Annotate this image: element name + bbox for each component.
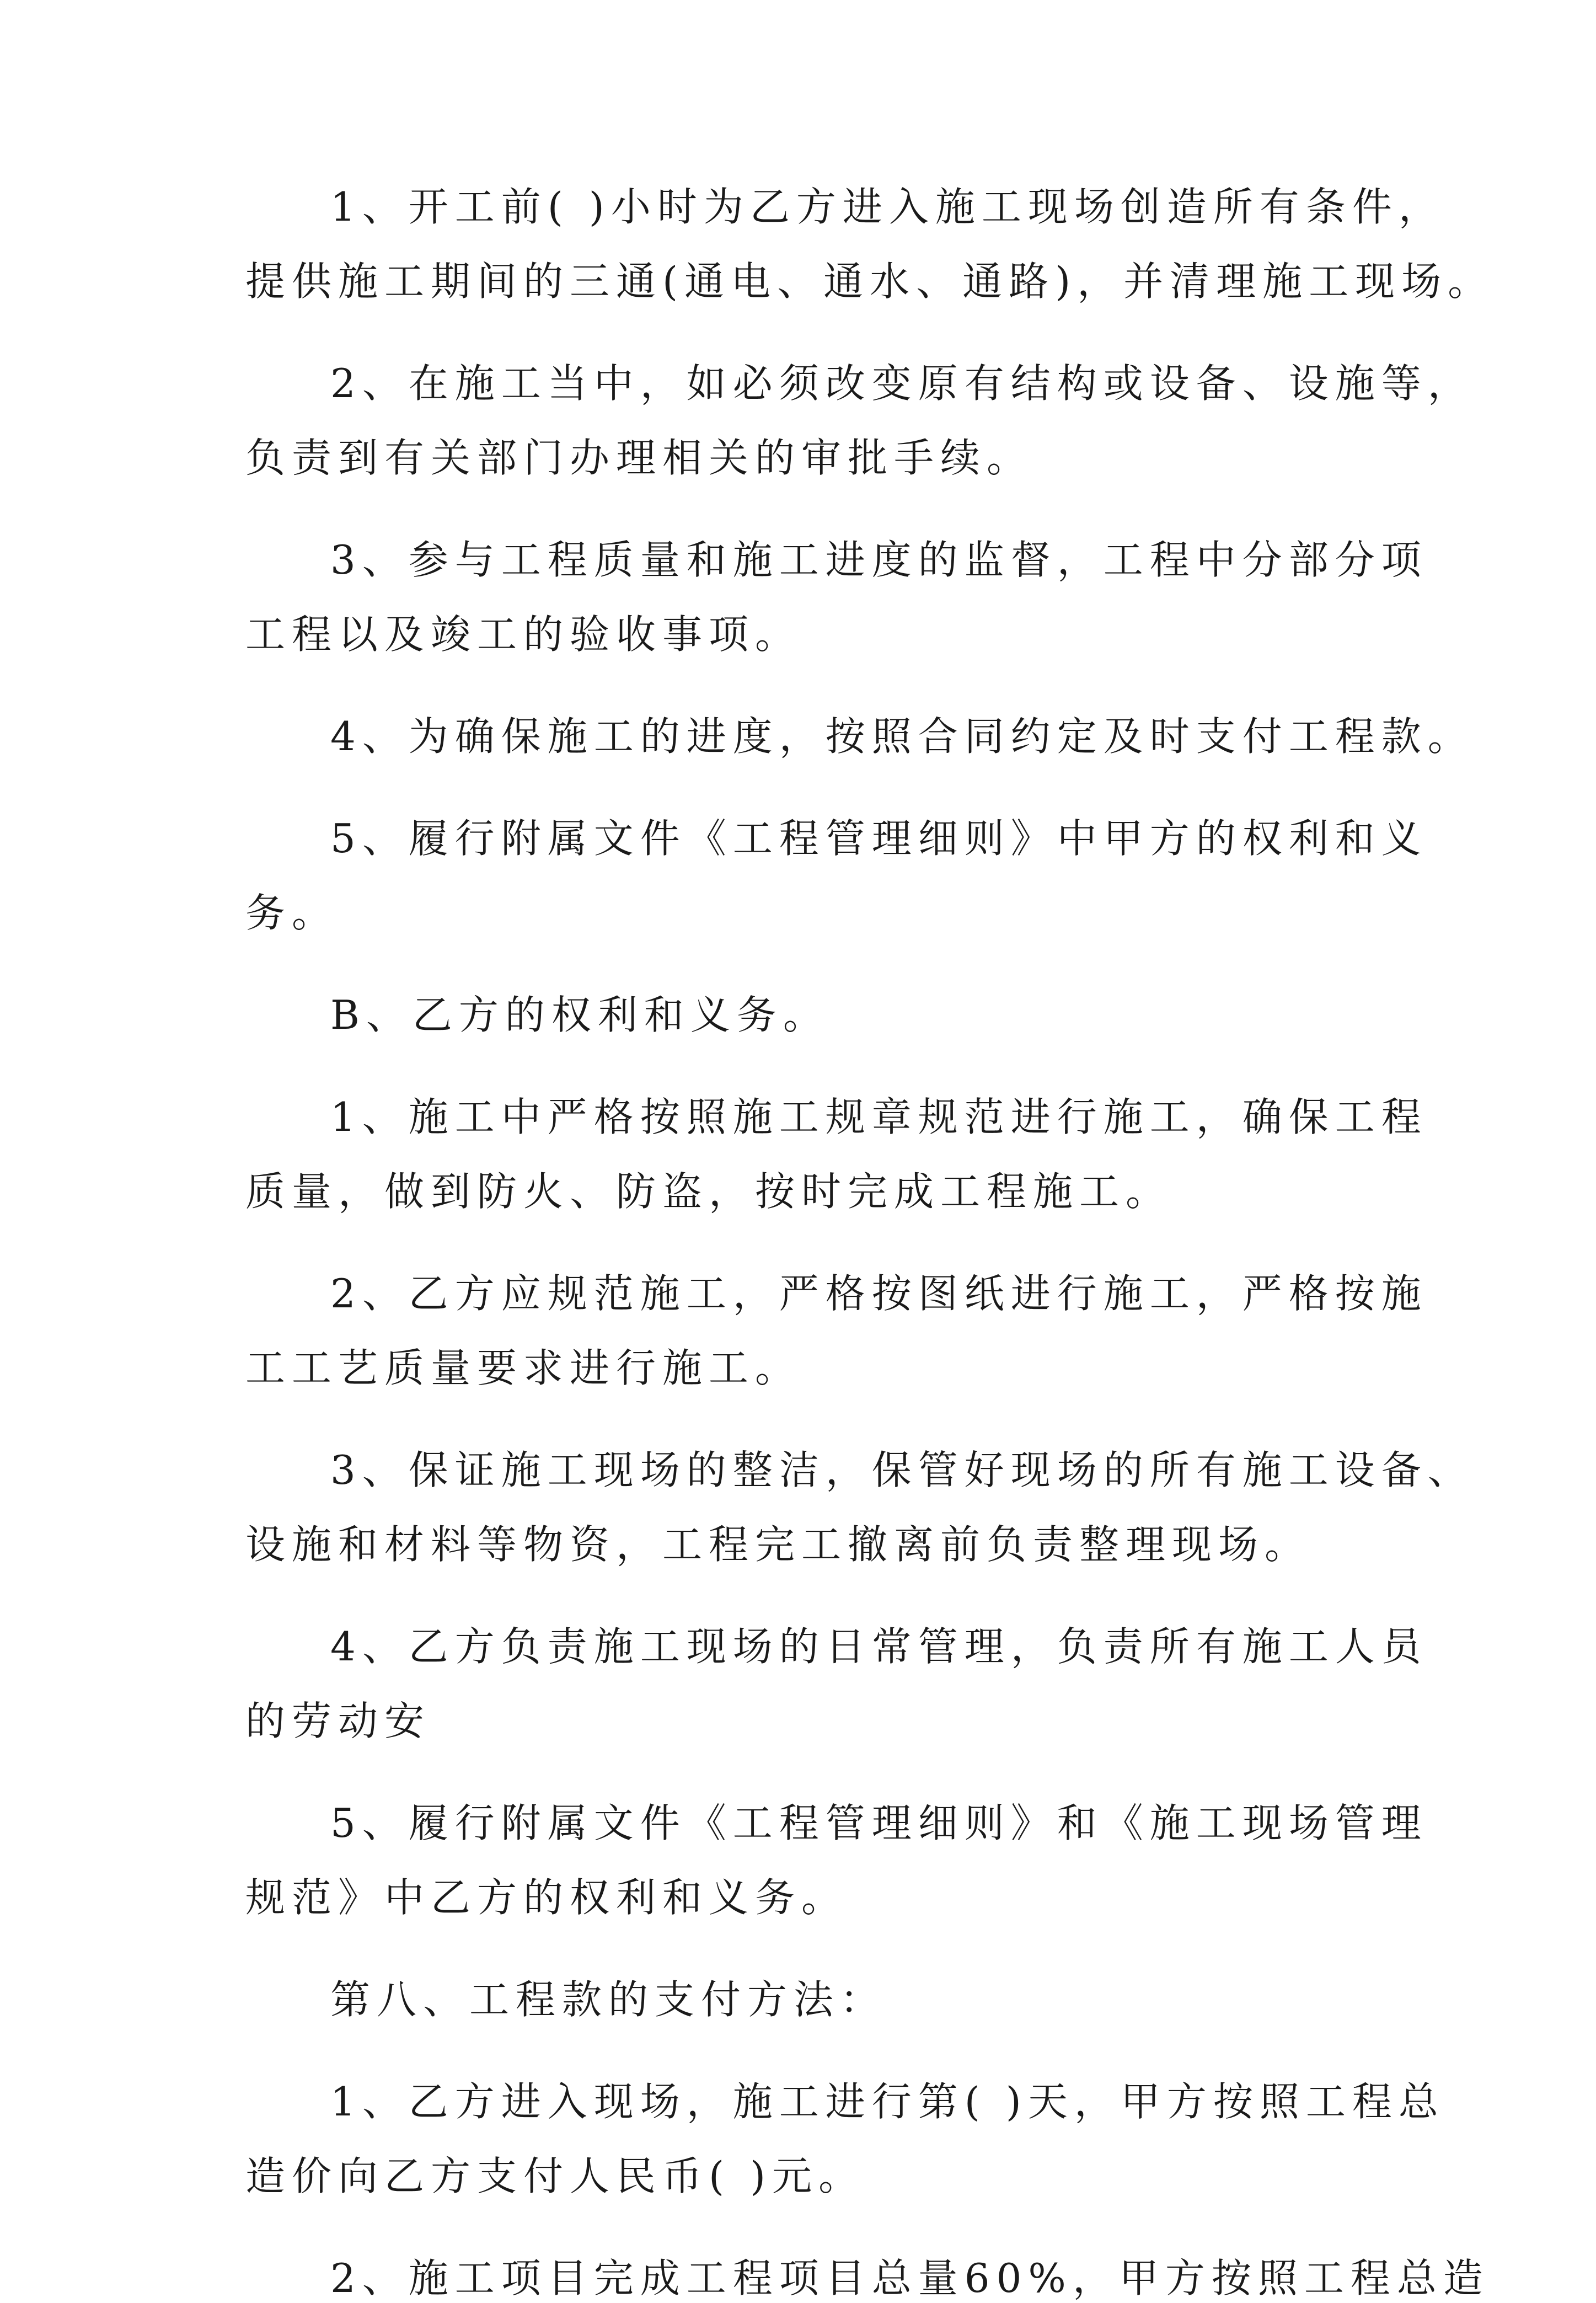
text-line: 提供施工期间的三通(通电、通水、通路)，并清理施工现场。 [245, 258, 1495, 304]
text-line: 设施和材料等物资，工程完工撤离前负责整理现场。 [245, 1521, 1311, 1568]
text-line: 造价向乙方支付人民币( )元。 [245, 2153, 865, 2199]
text-line: 3、保证施工现场的整洁，保管好现场的所有施工设备、 [330, 1447, 1474, 1493]
text-line: 工工艺质量要求进行施工。 [245, 1345, 802, 1391]
text-line: 1、开工前( )小时为乙方进入施工现场创造所有条件， [330, 184, 1445, 230]
text-line: 4、为确保施工的进度，按照合同约定及时支付工程款。 [330, 713, 1474, 760]
text-line: 的劳动安 [245, 1698, 431, 1744]
text-line: 1、施工中严格按照施工规章规范进行施工，确保工程 [330, 1094, 1428, 1140]
text-line: 2、施工项目完成工程项目总量60%，甲方按照工程总造 [330, 2255, 1490, 2301]
text-line: 1、乙方进入现场，施工进行第( )天，甲方按照工程总 [330, 2078, 1445, 2125]
text-line: 负责到有关部门办理相关的审批手续。 [245, 435, 1033, 481]
section-heading: B、乙方的权利和义务。 [330, 992, 829, 1038]
text-line: 5、履行附属文件《工程管理细则》中甲方的权利和义 [330, 815, 1428, 862]
text-line: 质量，做到防火、防盗，按时完成工程施工。 [245, 1168, 1172, 1215]
text-line: 规范》中乙方的权利和义务。 [245, 1874, 848, 1921]
text-line: 4、乙方负责施工现场的日常管理，负责所有施工人员 [330, 1623, 1428, 1670]
text-line: 5、履行附属文件《工程管理细则》和《施工现场管理 [330, 1800, 1428, 1846]
text-line: 2、在施工当中，如必须改变原有结构或设备、设施等， [330, 360, 1474, 407]
text-line: 3、参与工程质量和施工进度的监督，工程中分部分项 [330, 537, 1428, 583]
text-line: 工程以及竣工的验收事项。 [245, 611, 802, 658]
section-heading: 第八、工程款的支付方法： [330, 1976, 887, 2023]
text-line: 2、乙方应规范施工，严格按图纸进行施工，严格按施 [330, 1270, 1428, 1317]
text-line: 务。 [245, 890, 339, 936]
contract-text [245, 182, 1495, 2303]
